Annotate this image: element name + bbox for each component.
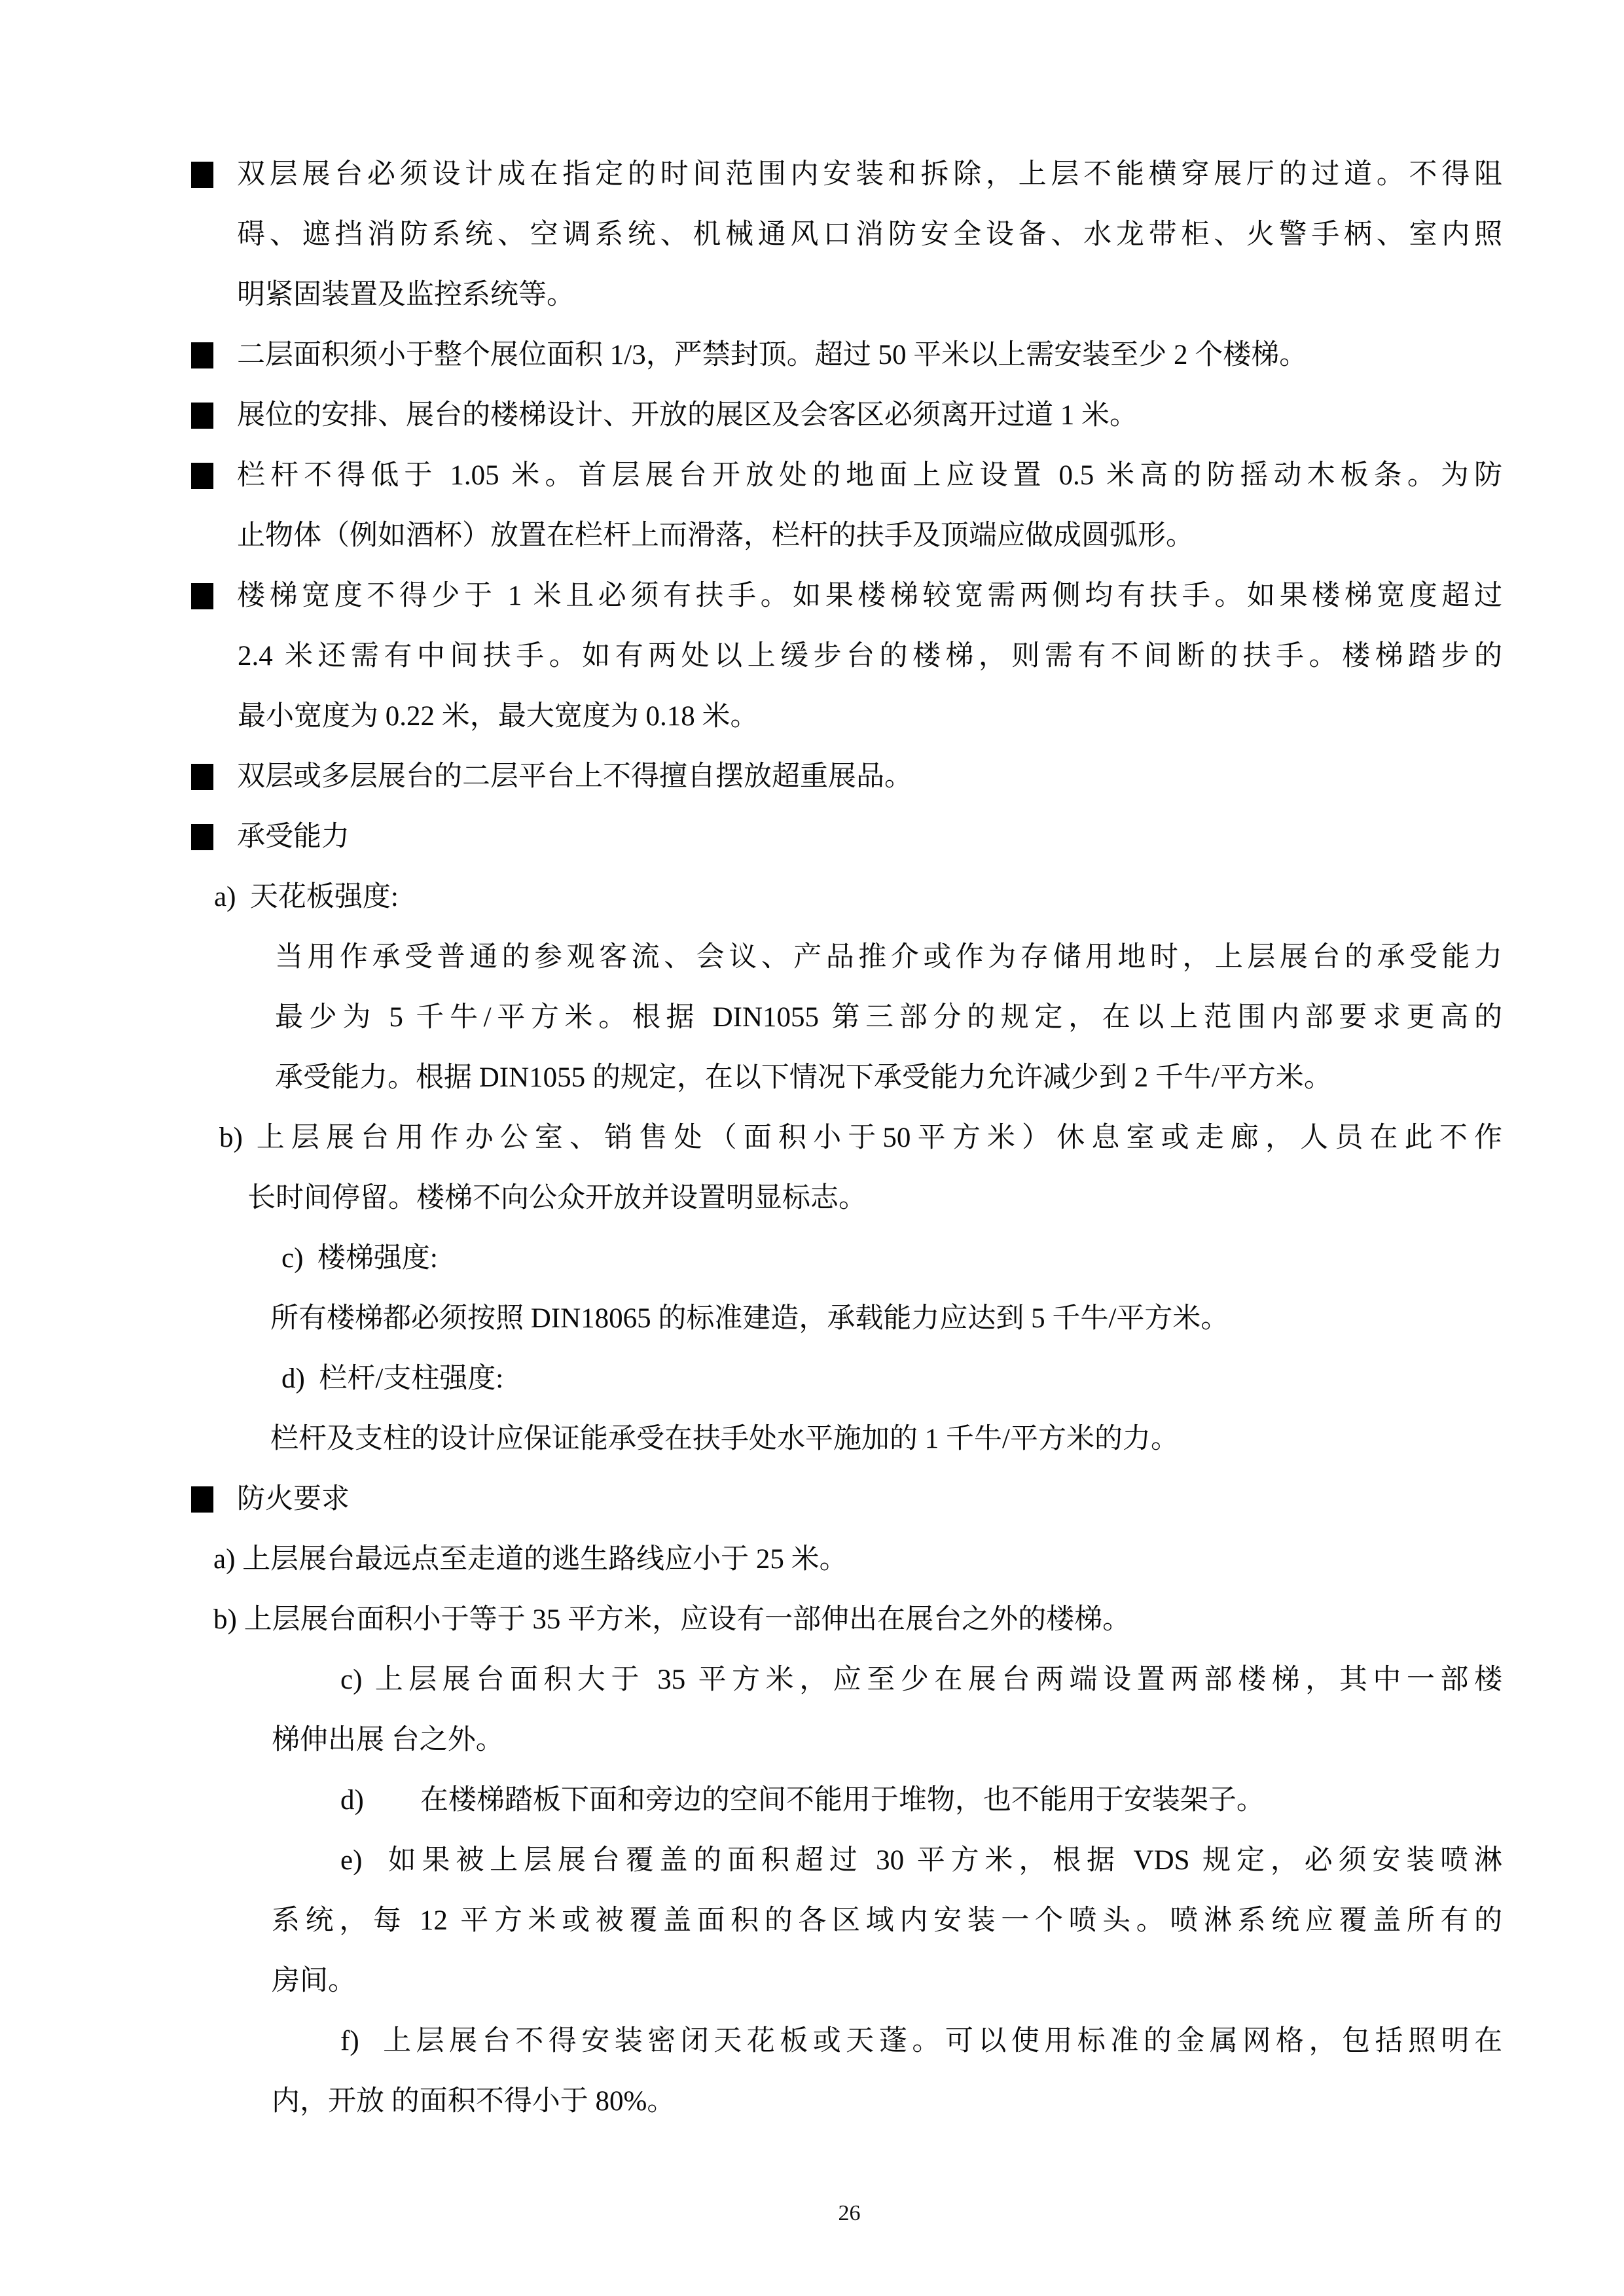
text-line: [0, 1229, 1624, 1289]
text-line: [0, 626, 1624, 687]
bullet-square-icon: [191, 403, 213, 429]
line-text: 碍、遮挡消防系统、空调系统、机械通风口消防安全设备、水龙带柜、火警手柄、室内照: [237, 219, 1502, 250]
line-text: 所有楼梯都必须按照 DIN18065 的标准建造，承载能力应达到 5 千牛/平方米。: [270, 1303, 1229, 1334]
bullet-square-icon: [191, 342, 213, 368]
line-text: 房间。: [272, 1965, 356, 1996]
text-line: [0, 2072, 1624, 2132]
line-text: 双层展台必须设计成在指定的时间范围内安装和拆除，上层不能横穿展厅的过道。不得阻: [237, 159, 1502, 190]
bullet-square-icon: [191, 162, 213, 188]
bullet-line: [0, 446, 1624, 506]
text-line: [0, 1831, 1624, 1891]
text-line: [0, 927, 1624, 988]
bullet-line: [0, 386, 1624, 446]
text-line: [0, 988, 1624, 1048]
line-text: a) 天花板强度:: [214, 882, 399, 912]
bullet-line: [0, 325, 1624, 386]
line-text: 展位的安排、展台的楼梯设计、开放的展区及会客区必须离开过道 1 米。: [237, 400, 1138, 431]
line-text: 双层或多层展台的二层平台上不得擅自摆放超重展品。: [237, 761, 912, 792]
line-text: 长时间停留。楼梯不向公众开放并设置明显标志。: [247, 1183, 867, 1213]
line-text: a) 上层展台最远点至走道的逃生路线应小于 25 米。: [213, 1544, 848, 1575]
line-text: 栏杆不得低于 1.05 米。首层展台开放处的地面上应设置 0.5 米高的防摇动木板条。为防: [237, 460, 1502, 491]
text-line: [0, 1891, 1624, 1951]
bullet-square-icon: [191, 824, 213, 850]
line-text: b) 上层展台用作办公室、销售处（面积小于50平方米）休息室或走廊，人员在此不作: [219, 1122, 1502, 1153]
text-line: [0, 1349, 1624, 1409]
line-text: d) 在楼梯踏板下面和旁边的空间不能用于堆物，也不能用于安装架子。: [340, 1785, 1265, 1816]
line-text: 最少为 5 千牛/平方米。根据 DIN1055 第三部分的规定，在以上范围内部要求更高的: [275, 1002, 1502, 1033]
line-text: 楼梯宽度不得少于 1 米且必须有扶手。如果楼梯较宽需两侧均有扶手。如果楼梯宽度超过: [237, 581, 1502, 611]
text-line: [0, 1048, 1624, 1108]
line-text: f) 上层展台不得安装密闭天花板或天蓬。可以使用标准的金属网格，包括照明在: [340, 2026, 1502, 2056]
text-line: [0, 506, 1624, 566]
text-line: [0, 1409, 1624, 1469]
text-line: [0, 2011, 1624, 2072]
line-text: 梯伸出展 台之外。: [272, 1725, 504, 1755]
line-text: 内，开放 的面积不得小于 80%。: [272, 2086, 676, 2117]
line-text: 防火要求: [237, 1484, 350, 1515]
bullet-square-icon: [191, 764, 213, 790]
line-text: 止物体（例如酒杯）放置在栏杆上而滑落，栏杆的扶手及顶端应做成圆弧形。: [237, 520, 1194, 551]
line-text: 明紧固装置及监控系统等。: [237, 279, 575, 310]
bullet-line: [0, 747, 1624, 807]
text-line: [0, 1289, 1624, 1349]
line-text: e) 如果被上层展台覆盖的面积超过 30 平方米，根据 VDS 规定，必须安装喷淋: [340, 1845, 1502, 1876]
line-text: c) 上层展台面积大于 35 平方米，应至少在展台两端设置两部楼梯，其中一部楼: [340, 1664, 1502, 1695]
line-text: 当用作承受普通的参观客流、会议、产品推介或作为存储用地时，上层展台的承受能力: [275, 942, 1502, 973]
line-text: 承受能力: [237, 821, 350, 852]
line-text: b) 上层展台面积小于等于 35 平方米，应设有一部伸出在展台之外的楼梯。: [213, 1604, 1131, 1635]
line-text: d) 栏杆/支柱强度:: [281, 1363, 504, 1394]
line-text: 最小宽度为 0.22 米，最大宽度为 0.18 米。: [238, 701, 759, 732]
text-line: [0, 1650, 1624, 1710]
line-text: 2.4 米还需有中间扶手。如有两处以上缓步台的楼梯，则需有不间断的扶手。楼梯踏步的: [238, 641, 1502, 672]
text-line: [0, 205, 1624, 265]
text-line: [0, 1168, 1624, 1229]
document-body: [0, 145, 1624, 2132]
text-line: [0, 1951, 1624, 2011]
text-line: [0, 265, 1624, 325]
bullet-line: [0, 145, 1624, 205]
text-line: [0, 1770, 1624, 1831]
bullet-square-icon: [191, 463, 213, 489]
line-text: 二层面积须小于整个展位面积 1/3，严禁封顶。超过 50 平米以上需安装至少 2 个楼梯。: [237, 340, 1308, 370]
bullet-line: [0, 807, 1624, 867]
bullet-line: [0, 566, 1624, 626]
line-text: 承受能力。根据 DIN1055 的规定，在以下情况下承受能力允许减少到 2 千牛/平方米。: [275, 1062, 1332, 1093]
text-line: [0, 1530, 1624, 1590]
line-text: 栏杆及支柱的设计应保证能承受在扶手处水平施加的 1 千牛/平方米的力。: [270, 1424, 1179, 1454]
text-line: [0, 1108, 1624, 1168]
bullet-square-icon: [191, 1486, 213, 1513]
text-line: [0, 1590, 1624, 1650]
page-number: 26: [838, 2201, 861, 2225]
text-line: [0, 687, 1624, 747]
line-text: c) 楼梯强度:: [281, 1243, 438, 1274]
bullet-square-icon: [191, 583, 213, 609]
bullet-line: [0, 1469, 1624, 1530]
text-line: [0, 1710, 1624, 1770]
text-line: [0, 867, 1624, 927]
line-text: 系统，每 12 平方米或被覆盖面积的各区域内安装一个喷头。喷淋系统应覆盖所有的: [272, 1905, 1502, 1936]
